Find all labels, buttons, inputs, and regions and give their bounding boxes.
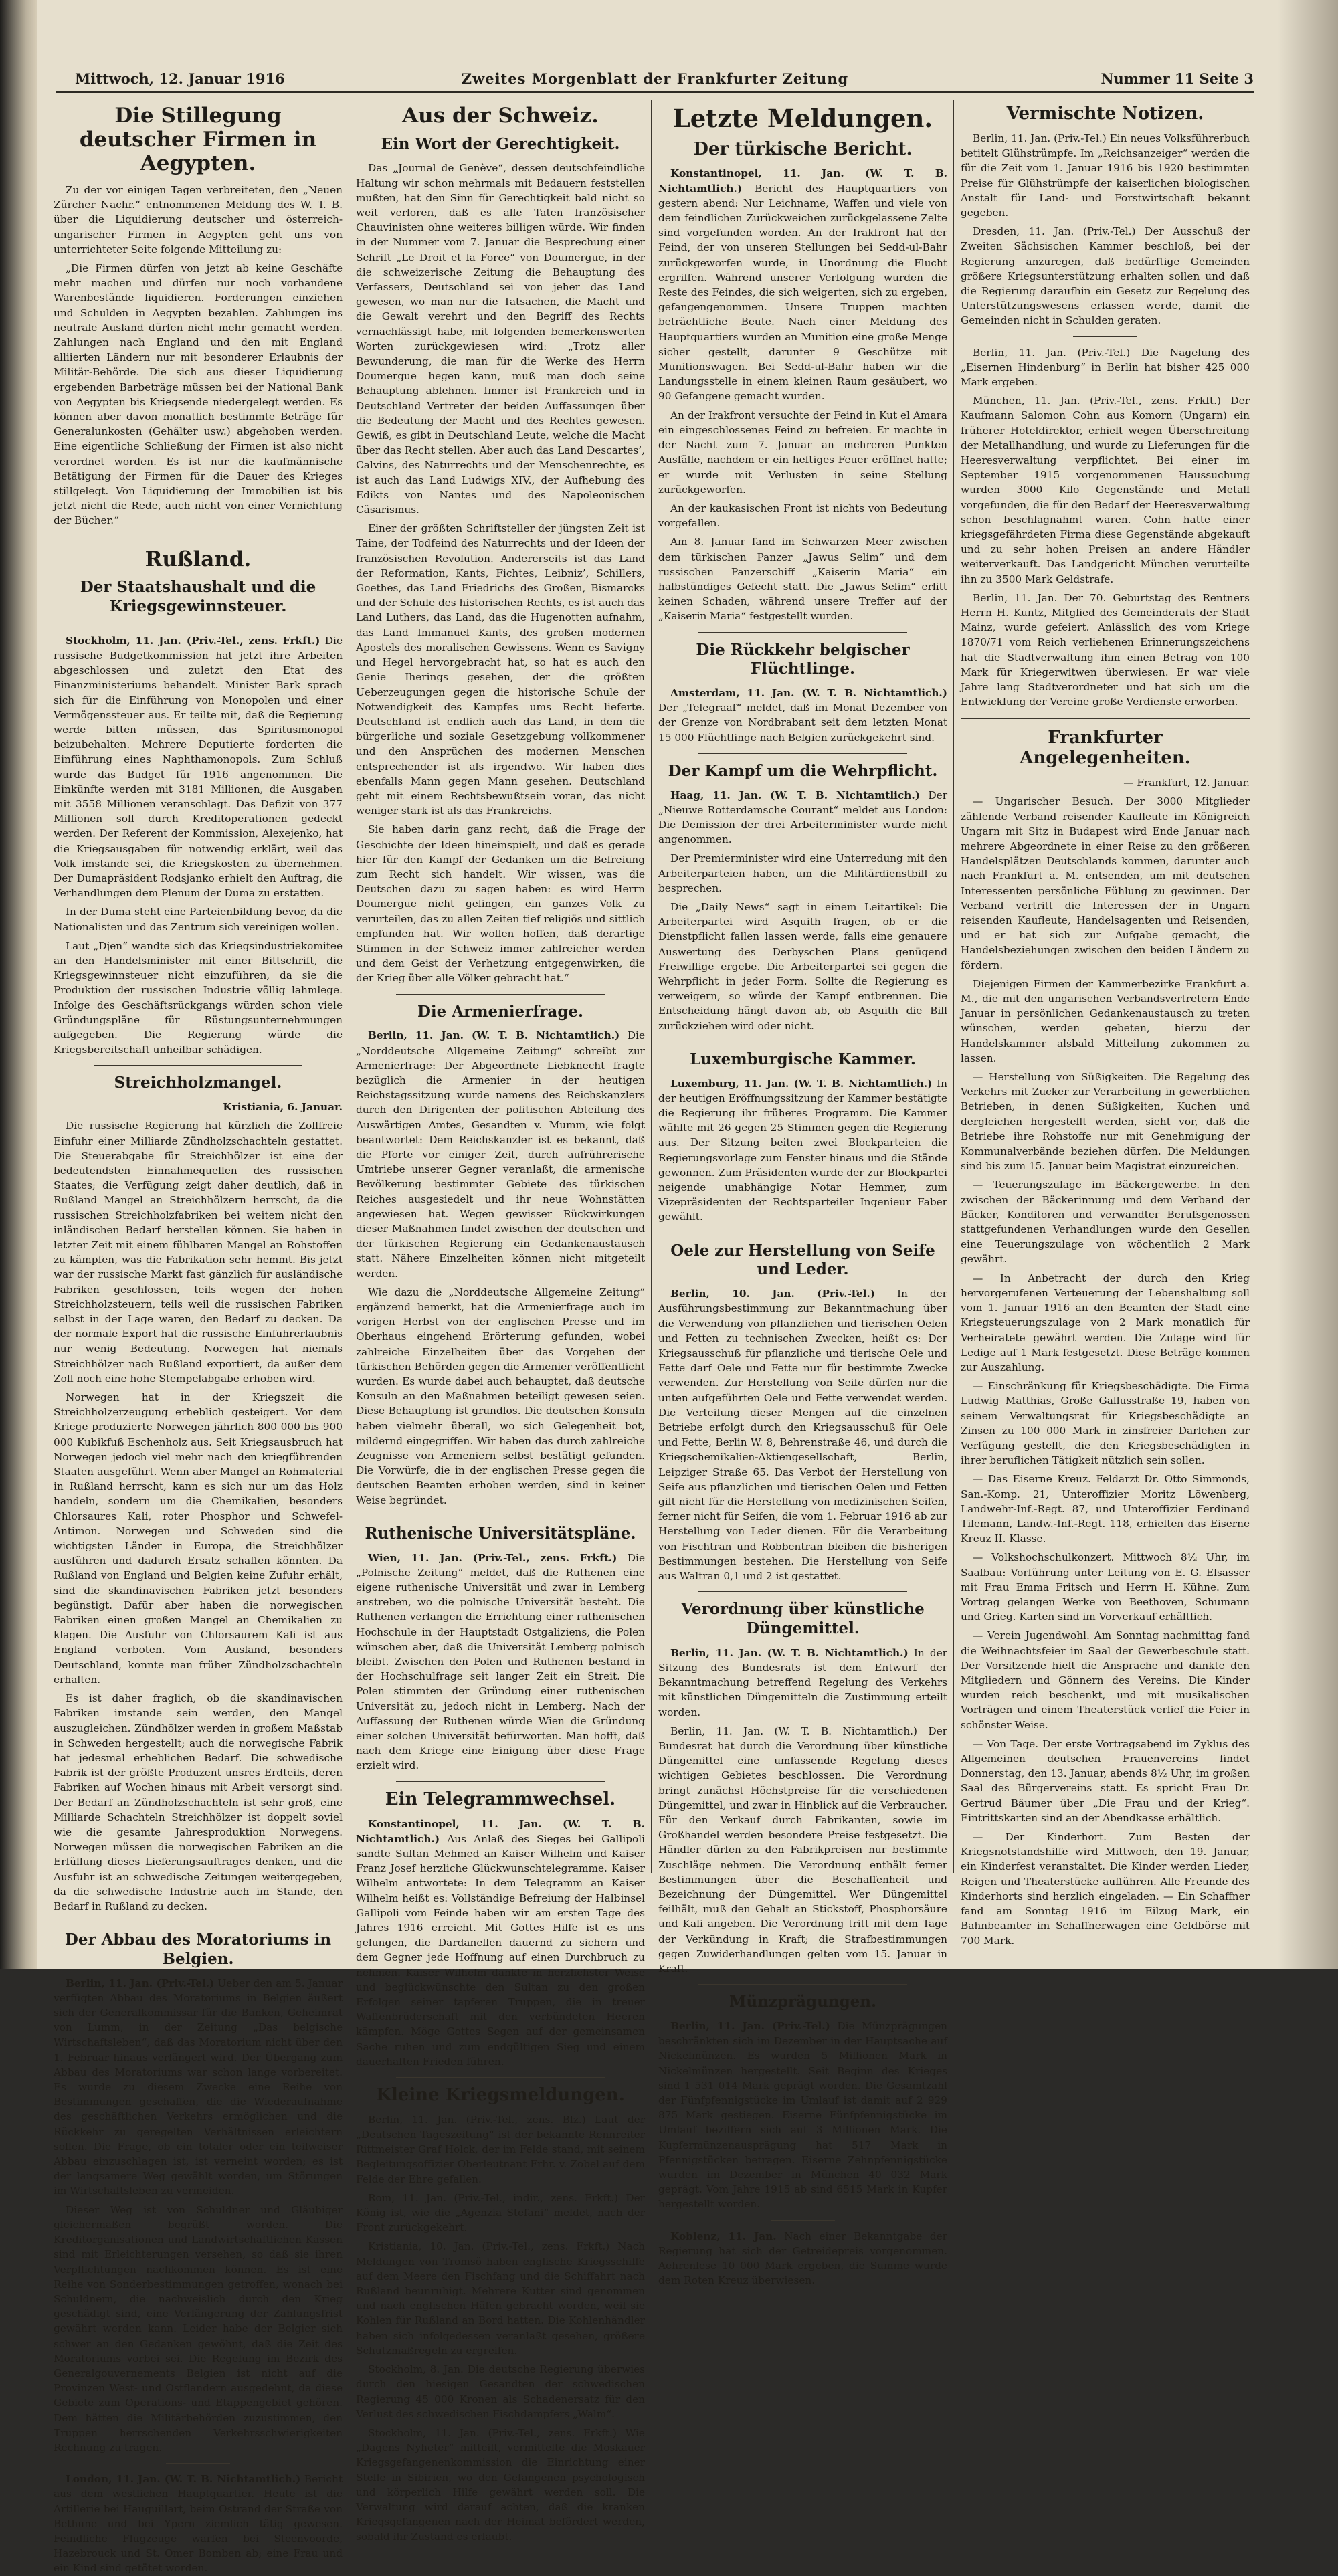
article-paragraph: An der kaukasischen Front ist nichts von Bedeutung vorgefallen. <box>658 502 947 530</box>
section-divider <box>166 2463 229 2464</box>
subhead-tuerkisch: Der türkische Bericht. <box>693 138 913 159</box>
column-rule <box>953 100 954 1873</box>
article-paragraph: Der Premierminister wird eine Unterredung mit den Arbeiterparteien haben, um die Militärdienstbill zu besprechen. <box>658 852 947 894</box>
section-divider <box>698 1591 906 1592</box>
masthead <box>56 64 1254 93</box>
article-text: Der „Nieuwe Rotterdamsche Courant“ meldet aus London: Die Demission der drei Arbeiterminister wurde nicht angenommen. <box>658 789 948 846</box>
section-divider <box>396 994 604 995</box>
article-text: Die Münzprägungen beschränkten sich im Dezember in der Hauptsache auf Nickelmünzen. Es wurden 5 Millionen Mark in Nickelmünzen hergestellt. Seit Beginn des Krieges sind 1 531 014 Mark geprägt worden. Die Gesamtzahl der Fünfpfennigstücke im Umlauf ist damit auf 2 929 875 Mark gestiegen. Eiserne Fünfpfennigstücke im Umlauf beziffern sich auf 3 Millionen Mark. Die Kupfermünzenausprägung hat 517 Mark in Pfennigstücken betragen. Eiserne Zehnpfennigstücke wurden im Dezember in München 40 032 Mark geprägt. Vom Jahre 1915 ab sind 6515 Mark in Kupfer hergestellt worden. <box>658 2019 947 2211</box>
subhead-kampf: Der Kampf um die Wehrpflicht. <box>668 761 938 780</box>
section-divider <box>698 632 906 633</box>
article-paragraph: Die „Daily News“ sagt in einem Leitartikel: Die Arbeiterpartei wird Asquith fragen, ob er die Dienstpflicht fallen lassen werde, falls eine genauere Auswertung des Derbyschen Plans genügend Freiwillige ergebe. Die Arbeiterpartei sei gegen die Wehrpflicht in jeder Form. Sollte die Regierung es verweigern, so würde der Kampf entbrennen. Die Entscheidung hängt davon ab, ob Asquith die Bill zurückziehen wird oder nicht. <box>658 901 947 1032</box>
article-paragraph: Dieser Weg ist von Schuldner und Gläubiger gleichermaßen begrüßt worden. Die Kreditorganisationen und Landwirtschaftlichen Kassen sind mit Erleichterungen versehen, so daß sie ihren Verpflichtungen nachkommen können. Es ist eine Reihe von Sonderbestimmungen getroffen, wonach bei Schuldnern, die nachweislich durch den Krieg geschädigt sind, eine Verlängerung der Zahlungsfrist gewährt werden kann. Leider habe der Belgier sich schwer an den Gedanken gewöhnt, daß die Zeit des Moratoriums vorbei sei. Die Regelung im Bezirk des Generalgouvernements Belgien ist nicht auf die Provinzen West- und Ostflandern ausgedehnt, da diese Gebiete zum Operations- und Etappengebiet gehören. Dem hätten die Militärbehörden zuzustimmen, den Truppen herrschenden Verkehrsschwierigkeiten Rechnung zu tragen. <box>54 2203 343 2454</box>
column-3 <box>658 100 948 2287</box>
article-paragraph: — Von Tage. Der erste Vortragsabend im Zyklus des Allgemeinen deutschen Frauenvereins findet Donnerstag, den 13. Januar, abends 8½ Uhr, im großen Saal des Bürgervereins statt. Es spricht Frau Dr. Gertrud Bäumer über „Die Frau und der Krieg“. Eintrittskarten sind an der Abendkasse erhältlich. <box>961 1737 1250 1824</box>
article-text: Nach einer Bekanntgabe der Regierung hat sich der Getreidepreis vorgenommen. Aehrenlese 10 000 Mark ergeben, die Summe wurde dem Roten Kreuz überwiesen. <box>658 2230 947 2287</box>
dateline: Wien, 11. Jan. (Priv.-Tel., zens. Frkft.) <box>368 1551 617 1564</box>
section-divider <box>396 1781 604 1782</box>
subhead-armenier: Die Armenierfrage. <box>417 1002 584 1021</box>
article-paragraph: — Teuerungszulage im Bäckergewerbe. In den zwischen der Bäckerinnung und dem Verband der Bäcker, Konditoren und verwandter Berufsgenossen stattgefundenen Verhandlungen wurde den Gesellen eine Teuerungszulage von wöchentlich 2 Mark gewährt. <box>961 1179 1250 1266</box>
subhead-duengemittel: Verordnung über künstliche Düngemittel. <box>681 1600 925 1638</box>
book-binding <box>0 0 37 1969</box>
article-paragraph: Rom, 11. Jan. (Priv.-Tel., indir., zens. Frkft.) Der König ist, wie die „Agenzia Stefani“ meldet, nach der Front zurückgekehrt. <box>356 2191 645 2234</box>
dateline: Berlin, 10. Jan. (Priv.-Tel.) <box>670 1288 876 1300</box>
article-paragraph: „Die Firmen dürfen von jetzt ab keine Geschäfte mehr machen und dürfen nur noch vorhandene Warenbestände liquidieren. Forderungen einziehen und Schulden in Aegypten bezahlen. Zahlungen ins neutrale Ausland dürfen nicht mehr gemacht werden. Zahlungen nach England und den mit England alliierten Ländern nur mit besonderer Erlaubnis der Militär-Behörde. Die sich aus dieser Liquidierung ergebenden Barbeträge müssen bei der National Bank von Aegypten bis Kriegsende niedergelegt werden. Es können aber davon monatlich bestimmte Beträge für Generalunkosten (Gehälter usw.) abgehoben werden. Eine eigentliche Schließung der Firmen ist also nicht verordnet worden. Es ist nur die kaufmännische Betätigung der Firmen für die Dauer des Krieges stillgelegt. Von Liquidierung der Immobilien ist bis jetzt nicht die Rede, auch nicht von einer Vernichtung der Bücher.“ <box>54 262 343 527</box>
dateline: Amsterdam, 11. Jan. (W. T. B. Nichtamtlich.) <box>670 687 947 700</box>
article-paragraph: In der Duma steht eine Parteienbildung bevor, da die Nationalisten und das Zentrum sich vereinigen wollen. <box>54 906 343 933</box>
article-paragraph: Kristiania, 10. Jan. (Priv.-Tel., zens. Frkft.) Nach Meldungen von Tromsö haben englische Kriegsschiffe auf dem Meere den Fischfang und die Schiffahrt nach Rußland beunruhigt. Mehrere Kutter sind genommen und nach englischen Häfen gebracht worden, weil sie Kohlen für Rußland an Bord hatten. Die Kohlenhändler haben sich infolgedessen veranlaßt gesehen, größere Schutzmaßregeln zu ergreifen. <box>356 2240 645 2357</box>
subhead-staatshaushalt: Der Staatshaushalt und die Kriegsgewinnsteuer. <box>80 578 316 615</box>
article-paragraph: Berlin, 11. Jan. (Priv.-Tel.) Ein neues Volksführerbuch betitelt Glühstrümpfe. Im „Reichsanzeiger“ werden die für die Zeit vom 1. Januar 1916 bis 1920 bestimmten Preise für Glühstrümpfe der kaiserlichen biologischen Anstalt für Land- und Forstwirtschaft bekannt gegeben. <box>961 132 1250 219</box>
section-divider <box>396 2077 604 2078</box>
article-paragraph: Laut „Djen“ wandte sich das Kriegsindustriekomitee an den Handelsminister mit einer Bittschrift, die Kriegsgewinnsteuer nicht einzuführen, da sie die Produktion der russischen Industrie völlig lahmlege. Infolge des Geschäftsrückgangs würden schon viele Gründungspläne für Rüstungsunternehmungen aufgegeben. Die Regierung würde die Kriegsbereitschaft unheilbar schädigen. <box>54 939 343 1056</box>
subhead-gerechtigkeit: Ein Wort der Gerechtigkeit. <box>381 134 620 153</box>
article-paragraph: Einer der größten Schriftsteller der jüngsten Zeit ist Taine, der Todfeind des Naturrechts und der Ideen der französischen Revolution. Andererseits ist das Land der Reformation, Kants, Fichtes, Leibniz’, Schillers, Goethes, das Land Friedrichs des Großen, Bismarcks und der Schule des historischen Rechts, es ist auch das Land Luthers, das Land, das die Hugenotten aufnahm, das Land Immanuel Kants, des großen modernen Apostels des moralischen Gewissens. Wenn es Savigny und Hegel hervorgebracht hat, so hat es auch den Genie Iherings gesehen, der die größten Ueberzeugungen gegen die historische Schule der Notwendigkeit des Kampfes ums Recht lieferte. Deutschland ist endlich auch das Land, in dem die bürgerliche und soziale Gesetzgebung vollkommener und den Ansprüchen des modernen Menschen entsprechender ist als irgendwo. Wir haben dies ebenfalls Mann gegen Mann gesehen. Deutschland geht mit einem Rechtsbewußtsein voran, das nicht weniger stark ist als das Frankreichs. <box>356 522 645 817</box>
article-text: Die „Polnische Zeitung“ meldet, daß die Ruthenen eine eigene ruthenische Universität und zwar in Lemberg anstreben, wo die polnische Universität besteht. Die Ruthenen verlangen die Errichtung einer ruthenischen Hochschule in der Hauptstadt Ostgaliziens, die Polen wünschen aber, daß die Universität Lemberg polnisch bleibt. Zwischen den Polen und Ruthenen bestand in der Hochschulfrage seit langer Zeit ein Streit. Die Polen stimmten der Gründung einer ruthenischen Universität zu, jedoch nicht in Lemberg. Nach der Auffassung der Ruthenen würde Wien die Gründung einer solchen Universität befürworten. Man hofft, daß nach dem Kriege eine Einigung über diese Frage erzielt wird. <box>356 1551 645 1772</box>
article-paragraph: München, 11. Jan. (Priv.-Tel., zens. Frkft.) Der Kaufmann Salomon Cohn aus Komorn (Ungarn) ein früherer Hoteldirektor, erhielt wegen Überschreitung der Metallhandlung, und wurde zu Lieferungen für die Heeresverwaltung verpflichtet. Bei einer im September 1915 vorgenommenen Haussuchung wurden 3000 Kilo Gegenstände und Metall vorgefunden, die für den Bedarf der Heeresverwaltung schon beschlagnahmt waren. Cohn hatte einer kriegsgefährdeten Firma diese Gegenstände abgekauft und zu sehr hohen Preisen an andere Händler weiterverkauft. Das Landgericht München verurteilte ihn zu 3500 Mark Geldstrafe. <box>961 395 1250 585</box>
article-text: In der Ausführungsbestimmung zur Bekanntmachung über die Verwendung von pflanzlichen und tierischen Oelen und Fetten zu technischen Zwecken, heißt es: Der Kriegsausschuß für pflanzliche und tierische Oele und Fette darf Oele und Fette nur für bestimmte Zwecke verwenden. Zur Herstellung von Seife dürfen nur die unten aufgeführten Oele und Fette verwendet werden. Die Verteilung dieser Mengen auf die einzelnen Betriebe erfolgt durch den Kriegsausschuß für Oele und Fette, Berlin W. 8, Behrenstraße 46, und durch die Kriegschemikalien-Aktiengesellschaft, Berlin, Leipziger Straße 65. Das Verbot der Herstellung von Seife aus pflanzlichen und tierischen Oelen und Fetten gilt nicht für die Herstellung von medizinischen Seifen, ferner nicht für Seifen, die vom 1. Februar 1916 ab zur Herstellung von Leder dienen. Für die Verarbeitung von Fischtran und Robbentran bleiben die bisherigen Bestimmungen bestehen. Die Herstellung von Seife aus Waltran 0,1 und 2 ist gestattet. <box>658 1288 947 1582</box>
subhead-moratorium: Der Abbau des Moratoriums in Belgien. <box>64 1930 332 1968</box>
column-1 <box>54 100 343 2575</box>
section-divider <box>961 718 1250 719</box>
subhead-muenzpraegungen: Münzprägungen. <box>729 1993 877 2011</box>
column-4 <box>961 100 1250 1947</box>
article-paragraph: Stockholm, 11. Jan. (Priv.-Tel., zens. Frkft.) Wie „Dagens Nyheter“ mitteilt, vermittelte die Moskauer Kriegsgefangenenkommission die Einrichtung einer Stelle in Sibirien, wo den Gefangenen psychologisch und körperlich Hilfe gewährt werden soll. Die Verwaltung wird darauf achten, daß die kranken Kriegsgefangenen nach der Heimat befördert werden, sobald ihr Zustand es erlaubt. <box>356 2426 645 2543</box>
article-text: Die russische Budgetkommission hat jetzt ihre Arbeiten abgeschlossen und zuletzt den Etat des Finanzministeriums behandelt. Minister Bark sprach sich für die Einführung von Monopolen und einer Vermögenssteuer aus. Er teilte mit, daß die Regierung werde bitten müssen, das Spiritusmonopol beizubehalten. Mehrere Deputierte forderten die Einführung eines Naphthamonopols. Zum Schluß wurde das Budget für 1916 angenommen. Die Einkünfte werden mit 3181 Millionen, die Ausgaben mit 3558 Millionen veranschlagt. Das Defizit von 377 Millionen soll durch Kreditoperationen gedeckt werden. Der Referent der Kommission, Alexejenko, hat die Kriegsausgaben für notwendig erklärt, weil das Volk imstande sei, die Kriegskosten zu übernehmen. Der Dumapräsident Rodsjanko erhielt den Auftrag, die Verhandlungen dem Plenum der Duma zu erstatten. <box>54 634 343 900</box>
article-paragraph: — Der Kinderhort. Zum Besten der Kriegsnotstandshilfe wird Mittwoch, den 19. Januar, ein Kinderfest veranstaltet. Die Kinder werden Lieder, Reigen und Theaterstücke aufführen. Alle Freunde des Kinderhorts sind herzlich eingeladen. — Ein Schaffner fand am Sonntag 1916 im Eilzug Mark, ein Bahnbeamter im Schaffnerwagen eine Geldbörse mit 700 Mark. <box>961 1831 1250 1947</box>
article-paragraph: Die russische Regierung hat kürzlich die Zollfreie Einfuhr einer Milliarde Zündholzschachteln gestattet. Die Steuerabgabe für Streichhölzer ist eine der bedeutendsten Einnahmequellen des russischen Staates; die Verfügung zeigt daher deutlich, daß in Rußland Mangel an Streichhölzern herrscht, da die russischen Streichholzfabriken bei weitem nicht den inländischen Bedarf herstellen können. Sie haben in letzter Zeit mit einem fühlbaren Mangel an Rohstoffen zu kämpfen, was die Fabrikation sehr hemmt. Bis jetzt war der russische Markt fast gänzlich für ausländische Fabriken geschlossen, teils wegen der hohen Streichholzsteuern, teils weil die russischen Fabriken selbst in der Lage waren, den Bedarf zu decken. Da der normale Export hat die russische Einfuhrerlaubnis nur wenig Bedeutung. Norwegen hat niemals Streichhölzer nach Rußland exportiert, da außer dem Zoll noch eine hohe Stempelabgabe erhoben wird. <box>54 1120 343 1385</box>
section-divider <box>771 2220 834 2221</box>
article-paragraph: Stockholm, 8. Jan. Die deutsche Regierung überwies durch den hiesigen Gesandten der schwedischen Regierung 45 000 Kronen als Schadenersatz für den Verlust des schwedischen Fischdampfers „Walm“. <box>356 2363 645 2420</box>
article-paragraph: — Verein Jugendwohl. Am Sonntag nachmittag fand die Weihnachtsfeier im Saal der Gewerbeschule statt. Der Vorsitzende hielt die Ansprache und dankte den Mitgliedern und Gönnern des Vereins. Die Kinder wurden reich beschenkt, und mit musikalischen Vorträgen und einem Theaterstück verlief die Feier in schönster Weise. <box>961 1629 1250 1731</box>
section-divider <box>698 753 906 754</box>
dateline: Luxemburg, 11. Jan. (W. T. B. Nichtamtlich.) <box>670 1077 933 1090</box>
headline-vermischte-notizen: Vermischte Notizen. <box>1006 104 1204 124</box>
article-paragraph: Berlin, 11. Jan. (Priv.-Tel.) Die Nagelung des „Eisernen Hindenburg“ in Berlin hat bisher 425 000 Mark ergeben. <box>961 346 1250 388</box>
article-paragraph: Das „Journal de Genève“, dessen deutschfeindliche Haltung wir schon mehrmals mit Bedauern feststellen mußten, hat den Sinn für Gerechtigkeit bald nicht so weit verloren, daß es alle Taten französischer Chauvinisten ohne weiteres billigen würde. Wir finden in der Nummer vom 7. Januar die Besprechung einer Schrift „Le Droit et la Force“ von Doumergue, in der die schweizerische Zeitung die Behauptung des Verfassers, Deutschland sei von jeher das Land gewesen, wo man nur die Tatsachen, die Macht und die Gewalt verehrt und den Begriff des Rechts vernachlässigt habe, mit folgenden bemerkenswerten Worten zurückgewiesen wird: „Trotz aller Bewunderung, die man für die Werke des Herrn Doumergue hegen kann, muß man doch seine Behauptung ablehnen. Immer ist Frankreich und in Deutschland Vertreter der beiden Auffassungen über die Bedeutung der Macht und des Rechtes gewesen. Gewiß, es gibt in Deutschland Leute, welche die Macht über das Recht stellen. Aber auch das Land Descartes’, Calvins, des Naturrechts und der Menschenrechte, es ist auch das Land Ludwigs XIV., der Aufhebung des Edikts von Nantes und des Napoleonischen Cäsarismus. <box>356 162 645 516</box>
dateline: Konstantinopel, 11. Jan. (W. T. B. Nichtamtlich.) <box>658 167 947 195</box>
dateline: Konstantinopel, 11. Jan. (W. T. B. Nichtamtlich.) <box>356 1817 645 1845</box>
dateline: Berlin, 11. Jan. (W. T. B. Nichtamtlich.) <box>368 1029 620 1042</box>
article-paragraph: Am 8. Januar fand im Schwarzen Meer zwischen dem türkischen Panzer „Jawus Selim“ und dem russischen Panzerschiff „Kaiserin Maria“ ein halbstündiges Gefecht statt. Die „Jawus Selim“ erlitt keinen Schaden, während unsere Treffer auf der „Kaiserin Maria“ festgestellt wurden. <box>658 536 947 623</box>
newspaper-page <box>37 0 1338 2575</box>
article-text: Der „Telegraaf“ meldet, daß im Monat Dezember von der Grenze von Nordbrabant seit dem letzten Monat 15 000 Flüchtlinge nach Belgien zurückgekehrt sind. <box>658 702 947 744</box>
dateline: Haag, 11. Jan. (W. T. B. Nichtamtlich.) <box>670 789 920 801</box>
masthead-page-number: Nummer 11 Seite 3 <box>1101 70 1254 87</box>
article-paragraph: — Herstellung von Süßigkeiten. Die Regelung des Verkehrs mit Zucker zur Verarbeitung in gewerblichen Betrieben, in denen Süßigkeiten, Kuchen und dergleichen hergestellt werden, sieht vor, daß die Betriebe ihre Rohstoffe nur mit Genehmigung der Kommunalverbände beziehen dürfen. Die Meldungen sind bis zum 15. Januar beim Magistrat einzureichen. <box>961 1071 1250 1173</box>
article-paragraph: Diejenigen Firmen der Kammerbezirke Frankfurt a. M., die mit den ungarischen Verbandsvertretern Ende Januar in persönlichen Gedankenaustausch zu treten wünschen, werden gebeten, hierzu der Handelskammer alsbald Mitteilung zukommen zu lassen. <box>961 977 1250 1064</box>
headline-telegramm: Ein Telegrammwechsel. <box>385 1789 616 1809</box>
section-divider <box>1073 336 1137 337</box>
article-paragraph: Es ist daher fraglich, ob die skandinavischen Fabriken imstande sein werden, den Mangel auszugleichen. Zündhölzer werden in großem Maßstab in Schweden hergestellt; auch die norwegische Fabrik hat jedesmal erheblichen Bedarf. Die schwedische Fabrik ist der größte Produzent unsres Erdteils, deren Fabriken auf Wochen hinaus mit Arbeit versorgt sind. Der Bedarf an Zündholzschachteln ist sehr groß, eine Milliarde Schachteln Streichhölzer ist doppelt soviel wie die gesamte Jahresproduktion Norwegens. Norwegen müssen die norwegischen Fabriken an die Erfüllung dieses Lieferungsauftrages denken, und die Ausfuhr ist an schwedische Zeitungen weitergegeben, da die schwedische Industrie auch im Stande, den Bedarf in Rußland zu decken. <box>54 1692 343 1912</box>
article-paragraph: Sie haben darin ganz recht, daß die Frage der Geschichte der Ideen hineinspielt, und daß es gerade hier für den Kampf der Gedanken um die Befreiung zum Recht sich handelt. Wir wissen, was die Deutschen dazu zu sagen haben: es wird Herrn Doumergue nicht gelingen, ein ganzes Volk zu verurteilen, das zu allen Zeiten tief religiös und sittlich empfunden hat. Wir wollen hoffen, daß derartige Stimmen in der Schweiz immer zahlreicher werden und dem Geist der Verhetzung entgegenwirken, die der Krieg über alle Völker gebracht hat.“ <box>356 823 645 985</box>
headline-letzte-meldungen: Letzte Meldungen. <box>672 104 933 133</box>
masthead-title: Zweites Morgenblatt der Frankfurter Zeitung <box>461 70 849 87</box>
article-paragraph: Wie dazu die „Norddeutsche Allgemeine Zeitung“ ergänzend bemerkt, hat die Armenierfrage auch im vorigen Herbst von der englischen Presse und im Oberhaus eingehend Erörterung gefunden, wobei zahlreiche Einzelheiten über das Vorgehen der türkischen Behörden gegen die Armenier veröffentlicht wurden. Es wurde dabei auch behauptet, daß deutsche Konsuln an den Maßnahmen beteiligt gewesen seien. Diese Behauptung ist grundlos. Die deutschen Konsuln haben vielmehr überall, wo sich Gelegenheit bot, mildernd eingegriffen. Wir haben das durch zahlreiche Zeugnisse von Armeniern selbst bestätigt gefunden. Die Vorwürfe, die in der englischen Presse gegen die deutschen Beamten erhoben werden, sind in keiner Weise begründet. <box>356 1286 645 1506</box>
article-paragraph: — In Anbetracht der durch den Krieg hervorgerufenen Verteuerung der Lebenshaltung soll vom 1. Januar 1916 an den Beamten der Stadt eine Kriegsteuerungszulage von 2 Mark monatlich für Verheiratete gewährt werden. Die Zulage wird für Ledige auf 1 Mark festgesetzt. Diese Beträge kommen zur Auszahlung. <box>961 1272 1250 1373</box>
article-paragraph: — Volkshochschulkonzert. Mittwoch 8½ Uhr, im Saalbau: Vorführung unter Leitung von E. G. Elsasser mit Frau Emma Fritsch und Herrn H. Kühne. Zum Vortrag gelangen Werke von Beethoven, Schumann und Grieg. Karten sind im Vorverkauf erhältlich. <box>961 1551 1250 1623</box>
article-paragraph: — Einschränkung für Kriegsbeschädigte. Die Firma Ludwig Matthias, Große Gallusstraße 19, haben von seinem Verwaltungsrat für Kriegsbeschädigte an Zinsen zu 100 000 Mark in zinsfreier Darlehen zur Verfügung gestellt, die den Kriegsbeschädigten in ihrer beruflichen Tätigkeit nützlich sein sollen. <box>961 1380 1250 1467</box>
article-paragraph: Norwegen hat in der Kriegszeit die Streichholzerzeugung erheblich gesteigert. Vor dem Kriege produzierte Norwegen jährlich 800 000 bis 900 000 Kubikfuß Eschenholz aus. Seit Kriegsausbruch hat Norwegen jedoch viel mehr nach den kriegführenden Staaten ausgeführt. Wenn aber Mangel an Rohmaterial in Rußland herrscht, kann es sich nur um das Holz handeln, sondern um die Chemikalien, besonders Chlorsaures Kali, roter Phosphor und Schwefel-Antimon. Norwegen und Schweden sind die wichtigsten Länder in Europa, die Streichhölzer ausführen und dadurch Ersatz schaffen könnten. Da Rußland von England und Belgien keine Zufuhr erhält, sind die skandinavischen Fabriken jetzt besonders begünstigt. Dafür aber haben die norwegischen Fabriken einen großen Mangel an Chemikalien zu klagen. Die Ausfuhr von Chlorsaurem Kali ist aus England verboten. Vom Ausland, besonders Deutschland, konnte man früher Zündholzschachteln erhalten. <box>54 1391 343 1686</box>
column-2 <box>356 100 645 2543</box>
article-paragraph: Zu der vor einigen Tagen verbreiteten, den „Neuen Zürcher Nachr.“ entnommenen Meldung des W. T. B. über die Liquidierung deutscher und österreich-ungarischer Firmen in Aegypten geht uns von unterrichteter Seite folgende Mitteilung zu: <box>54 183 343 256</box>
article-text: Aus Anlaß des Sieges bei Gallipoli sandte Sultan Mehmed an Kaiser Wilhelm und Kaiser Franz Josef herzliche Glückwunschtelegramme. Kaiser Wilhelm antwortete: In dem Telegramm an Kaiser Wilhelm heißt es: Vollständige Befreiung der Halbinsel Gallipoli vom Feinde haben wir am ersten Tage des Jahres 1916 erreicht. Mit Gottes Hilfe ist es uns gelungen, die Dardanellen dauernd zu sichern und dem Gegner jede Hoffnung auf einen Durchbruch zu nehmen. Kaiser Wilhelm dankte in herzlichster Weise und beglückwünschte den Sultan zu den großen Erfolgen seiner tapferen Truppen, die in treuer Waffenbrüderschaft mit den verbündeten Heeren kämpfen. Möge Gottes Segen auf der gemeinsamen Sache ruhen und zum endgültigen Sieg und einem dauerhaften Frieden führen. <box>356 1832 645 2068</box>
dateline: London, 11. Jan. (W. T. B. Nichtamtlich.) <box>66 2473 301 2486</box>
subhead-oele: Oele zur Herstellung von Seife und Leder. <box>670 1241 935 1279</box>
column-rule <box>651 100 652 1873</box>
article-text: In der Sitzung des Bundesrats ist dem Entwurf der Bekanntmachung betreffend Regelung des Verkehrs mit künstlichen Düngemitteln die Zustimmung erteilt worden. <box>658 1646 947 1718</box>
dateline: Koblenz, 11. Jan. <box>670 2230 777 2242</box>
section-divider <box>94 1065 302 1066</box>
headline-frankfurter-angelegenheiten: Frankfurter Angelegenheiten. <box>1020 728 1191 769</box>
page-edge-shadow <box>1278 0 1338 1969</box>
article-paragraph: Berlin, 11. Jan. Der 70. Geburtstag des Rentners Herrn H. Kuntz, Mitglied des Gemeinderats der Stadt Mainz, wurde gefeiert. Anlässlich des vom Kriege 1870/71 vom Reich verliehenen Erinnerungszeichens hat die Stadtverwaltung ihm einen Betrag von 100 Mark für Kriegerwitwen überwiesen. Er war viele Jahre lang Stadtverordneter und hat sich um die Entwicklung der Vereine große Verdienste erworben. <box>961 591 1250 708</box>
article-text: Bericht aus dem westlichen Hauptquartier. Heute ist die Artillerie bei Hauguillart, beim Ostrand der Straße von Bethune und bei Ypern ziemlich tätig gewesen. Feindliche Flugzeuge warfen bei Steenvoorde, Hazebrouck und St. Omer Bomben ab; eine Frau und ein Kind sind getötet worden. <box>54 2473 343 2575</box>
dateline: Kristiania, 6. Januar. <box>223 1101 343 1114</box>
dateline: Berlin, 11. Jan. (W. T. B. Nichtamtlich.) <box>670 1646 909 1659</box>
article-paragraph: Dresden, 11. Jan. (Priv.-Tel.) Der Ausschuß der Zweiten Sächsischen Kammer beschloß, bei der Regierung anzuregen, daß bedürftige Gemeinden größere Kriegsunterstützung erhalten sollen und daß die Regierung daraufhin ein Gesetz zur Regelung des Unterstützungswesens erlassen werde, damit die Gemeinden nicht in Schulden geraten. <box>961 225 1250 327</box>
subhead-rueckkehr: Die Rückkehr belgischer Flüchtlinge. <box>696 640 910 678</box>
article-text: In der heutigen Eröffnungssitzung der Kammer bestätigte die Regierung ihr früheres Programm. Die Kammer wählte mit 26 gegen 25 Stimmen gegen die Regierung aus. Der Sitzung beiten zwei Blockparteien die Regierungsvorlage zum Fenster hinaus und die Stände gewonnen. Zum Präsidenten wurde der zur Blockpartei neigende unabhängige Notar Hemmer, zum Vizepräsidenten der Rechtsparteiler Ingenieur Faber gewählt. <box>658 1077 947 1223</box>
article-paragraph: Berlin, 11. Jan. (Priv.-Tel., zens. Blz.) Laut der „Deutschen Tageszeitung“ ist der bekannte Rennreiter Rittmeister Graf Holck, der im Felde stand, mit seinem Begleitungsoffizier Oberleutnant Frhr. v. Zobel auf dem Felde der Ehre gefallen. <box>356 2113 645 2185</box>
headline-stillegung: Die Stillegung deutscher Firmen in Aegypten. <box>79 104 317 176</box>
dateline: Berlin, 11. Jan. (Priv.-Tel.) <box>66 1977 215 1989</box>
headline-kriegsmeldungen: Kleine Kriegsmeldungen. <box>376 2084 625 2105</box>
section-date: — Frankfurt, 12. Januar. <box>1123 777 1250 789</box>
subhead-ruthenisch: Ruthenische Universitätspläne. <box>365 1524 636 1543</box>
dateline: Berlin, 11. Jan. (Priv.-Tel.) <box>670 2019 830 2032</box>
article-paragraph: — Das Eiserne Kreuz. Feldarzt Dr. Otto Simmonds, San.-Komp. 21, Unteroffizier Moritz Löwenberg, Landwehr-Inf.-Regt. 87, und Unteroffizier Ferdinand Tilemann, Landw.-Inf.-Regt. 118, erhielten das Eiserne Kreuz II. Klasse. <box>961 1473 1250 1545</box>
section-divider <box>698 1984 906 1985</box>
article-text: Ueber den am 5. Januar verfügten Abbau des Moratoriums in Belgien äußert sich der Generalkommissar für die Banken, Geheimrat von Lumm, in der Zeitung „Das belgische Wirtschaftsleben“, daß das Moratorium nicht über den 1. Februar hinaus verlängert wird. Der Übergang zum Abbau des Moratoriums war schon lange vorbereitet. Es wurde zu diesem Zwecke eine Reihe von Bestimmungen geschaffen, die die Wiederaufnahme des geschäftlichen Verkehrs ermöglichen und die Rückkehr zu geregelten Verhältnissen erleichtern sollen. Die Frage, ob ein totaler oder ein teilweiser Abbau einzuschlagen ist, ist verneint worden; es ist der langsamere Weg gewählt worden, um Störungen im Wirtschaftsleben zu vermeiden. <box>54 1977 343 2197</box>
subhead-streichholz: Streichholzmangel. <box>114 1074 282 1092</box>
subhead-luxemburg: Luxemburgische Kammer. <box>690 1050 916 1068</box>
dateline: Stockholm, 11. Jan. (Priv.-Tel., zens. Frkft.) <box>66 634 320 647</box>
article-paragraph: Berlin, 11. Jan. (W. T. B. Nichtamtlich.) Der Bundesrat hat durch die Verordnung über künstliche Düngemittel eine umfassende Regelung dieses wichtigen Gebietes beschlossen. Die Verordnung bringt zunächst Höchstpreise für die verschiedenen Düngemittel, und zwar in Hinblick auf die Verbraucher. Für den Verkauf durch Fabrikanten, sowie im Großhandel werden besondere Preise festgesetzt. Die Händler dürfen zu den Fabrikpreisen nur bestimmte Zuschläge nehmen. Die Verordnung enthält ferner Bestimmungen über die Beschaffenheit und Bezeichnung der Düngemittel. Wer Düngemittel feilhält, muß den Gehalt an Stickstoff, Phosphorsäure und Kali angeben. Die Verordnung tritt mit dem Tage der Verkündung in Kraft; die Strafbestimmungen gegen Zuwiderhandlungen gelten vom 15. Januar in Kraft. <box>658 1724 947 1975</box>
article-paragraph: An der Irakfront versuchte der Feind in Kut el Amara ein eingeschlossenes Feind zu befreien. Er machte in der Nacht zum 7. Januar an mehreren Punkten Ausfälle, nachdem er ein heftiges Feuer eröffnet hatte; er wurde mit Verlusten in seine Stellung zurückgeworfen. <box>658 409 947 496</box>
article-paragraph: — Ungarischer Besuch. Der 3000 Mitglieder zählende Verband reisender Kaufleute im Königreich Ungarn mit Sitz in Budapest wird Ende Januar nach mehrere Abgeordnete in einer Reise zu den größeren Handelsplätzen Deutschlands kommen, darunter auch nach Frankfurt a. M. entsenden, um mit deutschen Interessenten persönliche Fühlung zu gewinnen. Der Verband vertritt die Interessen der in Ungarn reisenden Kaufleute, Handelsagenten und Reisenden, und er hat sich zur Aufgabe gemacht, die Handelsbeziehungen zwischen den beiden Ländern zu fördern. <box>961 795 1250 971</box>
masthead-date: Mittwoch, 12. Januar 1916 <box>75 70 285 87</box>
article-text: Die „Norddeutsche Allgemeine Zeitung“ schreibt zur Armenierfrage: Der Abgeordnete Liebknecht fragte bezüglich die Armenier in der heutigen Reichstagssitzung wurde namens des Reichskanzlers durch den Dirigenten der politischen Abteilung des Auswärtigen Amtes, Gesandten v. Mumm, wie folgt beantwortet: Dem Reichskanzler ist es bekannt, daß die Pforte vor einiger Zeit, durch aufrührerische Umtriebe unserer Gegner veranlaßt, die armenische Bevölkerung bestimmter Gebiete des türkischen Reiches ausgesiedelt und ihr neue Wohnstätten angewiesen hat. Wegen gewisser Rückwirkungen dieser Maßnahmen findet zwischen der deutschen und der türkischen Regierung ein Gedankenaustausch statt. Nähere Einzelheiten können nicht mitgeteilt werden. <box>356 1029 645 1280</box>
headline-russland: Rußland. <box>145 547 252 571</box>
headline-schweiz: Aus der Schweiz. <box>402 104 599 128</box>
article-text: Bericht des Hauptquartiers von gestern abend: Nur Leichname, Waffen und viele von dem feindlichen Zurückweichen zurückgelassene Zelte sind vorgefunden worden. An der Irakfront hat der Feind, der von unseren Stellungen bei Sedd-ul-Bahr zurückgeworfen wurde, in Unordnung die Flucht ergriffen. Während unserer Verfolgung wurden die Reste des Feindes, die sich weigerten, sich zu ergeben, gefangengenommen. Unsere Truppen machten beträchtliche Beute. Nach einer Meldung des Hauptquartiers wurden an Munition eine große Menge sicher gestellt, darunter 9 Geschütze mit Munitionswagen. Bei Sedd-ul-Bahr haben wir die Landungsstelle in einem kleinen Raum gesäubert, wo 90 Gefangene gemacht wurden. <box>658 182 947 403</box>
